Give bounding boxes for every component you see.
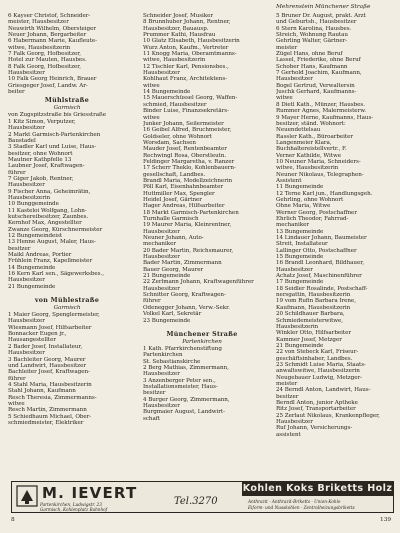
entry-line: Langenmeier Klara, (276, 139, 332, 146)
entry-line: Buchhaltereistellvertr., F. (276, 146, 347, 153)
ad-product-line-2: Eiform- und Nusskohlen - Zentralheizungsbriketts (248, 505, 355, 510)
header-street: Münchener Straße (315, 4, 371, 10)
entry-line: Goldseler, ohne Wohnort (143, 133, 212, 140)
entry-line: besitzer (8, 245, 31, 252)
entry-line: Bachleiter Josef, Kraftwagen- (8, 369, 90, 376)
entry-line: Hausbesitzerin (8, 194, 51, 201)
entry-line: 11 Knogg Maria, Oberamtmanns- (143, 51, 237, 58)
entry-line: Hotel zur Mauten, Hausbes. (8, 57, 87, 64)
entry-line: Hausbesitzer (143, 228, 180, 235)
entry-line: Hausbesitzer (8, 277, 45, 284)
entry-line: 1 Kitz Simon, Verputzer, (8, 118, 76, 125)
entry-line: 9 Fischer Anna, Geheimrätin, (8, 188, 91, 195)
entry-line: Odenegger Johann, Verw.-Sekr. (143, 304, 230, 311)
ad-address-2: Garmisch, Kohlenplatz Bahnhof (40, 507, 108, 512)
entry-line: 19 Maurer Maria, Kleinrentner, (143, 222, 232, 229)
entry-line: kutschereibesitzer, Zaunbes. (8, 213, 89, 220)
entry-line: Resch Martin, Zimmermann (8, 407, 87, 414)
ad-left-panel (12, 482, 242, 512)
entry-line: besitzer, ständ. Wohnort: (276, 120, 346, 127)
entry-line: mechaniker (143, 241, 176, 248)
entry-line: 21 Bungemeinde (8, 283, 56, 290)
entry-line: 10 Falk Georg Heinrich, Brauer (8, 76, 97, 83)
entry-line: geschäftsinhaber, Landbes. (276, 355, 353, 362)
entry-line: Neugebauer Ludwig, Metzger- (276, 374, 362, 381)
entry-line: Streich, Wohnung Rautau (276, 32, 348, 39)
entry-line: Hausbesitzer (8, 182, 45, 189)
entry-line: Zwanze Georg, Kürschnermeister (8, 226, 103, 233)
entry-line: 14 Bungemeinde (8, 264, 56, 271)
entry-line: witwe (276, 95, 293, 102)
entry-line: 2 Berg Mathias, Zimmermann, (143, 364, 229, 371)
entry-line: Huttmiller Max, Spengler (143, 190, 215, 197)
entry-line: Frühlein Franz, Kapellmeister (8, 258, 93, 265)
entry-line: Rassler Kath., Büroarbeiter (276, 133, 353, 140)
entry-list (8, 312, 126, 426)
entry-line: 21 Bungemeinde (143, 273, 191, 280)
entry-line: Laubner Josef, Kraftwagen- (8, 163, 85, 170)
entry-line: 4 Burger Georg, Zimmermann, (143, 396, 230, 403)
entry-line: 12 Bungemeindeist (8, 233, 63, 239)
entry-line: witwe (143, 114, 160, 121)
entry-line: Pöll Karl, Eisenbahnbeamter (143, 184, 223, 191)
entry-line: 8 Falk Georg, Hofbesitzer, (8, 63, 81, 70)
entry-line: 1 Maier Georg, Spenglermeister, (8, 312, 100, 319)
entry-line: Mauder Josef, Rentenbeamter (143, 146, 227, 153)
entry-line: 17 Scherr Theklo, Kohlenbauern- (143, 165, 236, 172)
entry-line: Bauer Georg, Maurer (143, 266, 204, 273)
entry-line: 7 Gerhold Joachim, Kaufmann, (276, 70, 362, 77)
entry-line: 8 Brunnhuber Johann, Rentner, (143, 19, 231, 26)
entry-line: Binder Luise, Finanzsekretärs- (143, 108, 229, 115)
entry-line: Hager Andreas, Hilfsarbeiter (143, 203, 225, 210)
entry-line: Wiesmann Josef, Hilfsarbeiter (8, 324, 92, 331)
ad-telephone: Tel.3270 (174, 496, 218, 507)
entry-line: 7 Falk Georg, Hofbesitzer, (8, 51, 81, 58)
column-left (8, 13, 126, 426)
entry-line: Baustadel (8, 137, 36, 144)
entry-line: 6 Stern Karolina, Hausbes. (276, 25, 352, 32)
entry-line: führer (8, 375, 26, 382)
entry-line: 16 Kern Karl sen., Sägewerksbes., (8, 271, 104, 278)
entry-line: Neuendettelsau (276, 127, 321, 134)
entry-line: 10 Neuner Maria, Schneiders- (276, 158, 361, 165)
entry-list (8, 112, 126, 290)
entry-line: Hausbesitzer (143, 402, 180, 409)
entry-line: Wurz Anton, Kaufm., Vertreter (143, 44, 229, 51)
entry-line: Bogel Gertrud, Verwaltersin (276, 82, 355, 89)
section-subheading: Garmisch (53, 105, 81, 112)
entry-line: 15 Bungemeinde (276, 254, 324, 261)
entry-line: 14 Lindauer Johann, Baumeister (276, 235, 367, 242)
entry-line: 3 Anzenberger Peter sen., (143, 377, 216, 384)
entry-line: schaft (143, 415, 160, 422)
entry-line: Ehrlich Theodor, Fahrrad- (276, 216, 349, 222)
entry-line: 16 Geibel Alfred, Bruchmeister, (143, 127, 232, 134)
entry-line: Mautner Kathpfelle 13 (8, 156, 72, 163)
entry-line: 2 Markt Garmisch-Partenkirchen (8, 131, 101, 138)
entry-line: 24 Berndl Anton, Landwirt, Haus- (276, 387, 371, 394)
entry-line: 13 Bungemeinde (276, 228, 324, 235)
page-number-left: 8 (11, 517, 15, 523)
entry-line: St. Sebastianskirche (143, 358, 201, 365)
entry-line: Feldinger Margaretha, v. Ranzer (143, 158, 235, 165)
entry-line: 5 Schiedhaum Michael, Ober- (8, 413, 92, 420)
entry-line: Zügel Hans, ohne Beruf (276, 51, 343, 58)
entry-line: Burgmaier August, Landwirt- (143, 409, 225, 416)
entry-line: Gehrling Walter, Gärtner- (276, 38, 348, 45)
entry-line: Neuer Johann, Bergarbeiter (8, 32, 87, 39)
entry-line: Neuner Johann, Auto- (143, 235, 204, 242)
entry-line: witwe (8, 400, 25, 407)
entry-line: mechaniker (276, 222, 309, 229)
entry-line: Resch Theresia, Zimmermanns- (8, 394, 97, 401)
entry-line: Hausbesitzer (143, 285, 180, 292)
entry-line: meister (276, 380, 298, 387)
entry-line: 18 Markt Garmisch-Partenkirchen (143, 209, 239, 216)
entry-line: 10 Glatz Elisabeth, Hausbesitzerin (143, 38, 240, 45)
entry-line: 6 Habermann Marie, Kaufleute- (8, 38, 98, 45)
entry-line: Hausbesitzer (8, 70, 45, 77)
entry-line: 11 Bungemeinde (276, 184, 324, 191)
entry-line: 16 Brandl Leonhard, Bildhauer, (276, 260, 364, 267)
entry-line: Kaufmann, Hausbesitzerin (276, 304, 351, 311)
entry-line: meister (276, 44, 298, 51)
ad-product-line-1: Anthrazit - Anthrazit-Briketts - Union-Kohle (248, 499, 341, 504)
entry-line: witwe (143, 82, 160, 89)
entry-line: meister, Hausbesitzer (8, 19, 69, 26)
header-place: Mehrenstein (276, 4, 314, 10)
entry-line: Hausbesitzer (143, 371, 180, 378)
entry-line: 2 Bader Josef, Installateur, (8, 343, 83, 350)
entry-line: 12 Tischler Karl, Pensionsbes., (143, 63, 229, 70)
entry-line: 17 Bungemeinde (276, 279, 324, 286)
entry-line: 11 Kasteloi Wolfgang, Lohn- (8, 207, 87, 214)
entry-line: Assistent (276, 177, 302, 184)
entry-line: nersgattin, Hausbesitzerin (276, 292, 351, 299)
entry-line: witwe, Hausbesitzerin (276, 165, 339, 172)
entry-line: besitzer (276, 393, 299, 400)
entry-line: 6 Kayser Christof, Schneider- (8, 13, 91, 19)
entry-line: witwe, Hausbesitzerin (8, 44, 71, 51)
entry-list (143, 346, 261, 422)
entry-line: beiter (8, 89, 25, 96)
entry-line: Neuner Nikolaus, Telegraphen- (276, 171, 364, 178)
entry-line: schmiedmeister, Elektriker (8, 419, 84, 426)
entry-line: Junker Johann, Seilermeister (143, 120, 224, 127)
entry-line: 4 Stahl Maria, Hausbesitzerin (8, 381, 92, 388)
entry-line: Partenkirchen (143, 352, 183, 359)
column-right (276, 13, 394, 438)
entry-line: Juschk Gerhard, Kaufmanns- (276, 89, 357, 96)
ad-banner: Kohlen Koks Briketts Holz (242, 483, 393, 494)
entry-line: 13 Henne August, Maler, Haus- (8, 239, 96, 246)
entry-line: Hausbesitzer (276, 266, 313, 273)
entry-line: Hausangestellter (8, 337, 56, 344)
entry-line: 10 Bunggemeinde (8, 201, 59, 208)
section-subheading: Partenkirchen (182, 338, 222, 345)
entry-line: Berndl Anton, junior Aptheke (276, 399, 358, 406)
entry-line: Hausbesitzer (276, 419, 313, 425)
entry-line: Winkler Otto, Hilfsarbeiter (276, 330, 351, 337)
entry-line: 12 Terne Karl jun., Handlungsgeh. (276, 190, 373, 197)
entry-line: 20 Schildhauer Barbara, (276, 311, 345, 318)
entry-line: Werner Georg, Postschaffner (276, 209, 357, 216)
entry-line: Verner Kathilde, Witwe (276, 152, 341, 159)
entry-line: Bader Martin, Zimmermann (143, 260, 222, 267)
entry-list (8, 13, 126, 95)
entry-line: Brandl Maria, Modellzeichnerin (143, 177, 233, 184)
section-heading: von Mühlestraße (34, 297, 100, 305)
ad-address-1: Partenkirchen, Ludwigstr. 23 (40, 502, 102, 507)
page-number-right: 139 (380, 517, 392, 523)
entry-line: Schnitter Georg, Kraftwagen- (143, 292, 226, 299)
entry-line: Hausbesitzer (276, 76, 313, 83)
section-subheading: Garmisch (53, 305, 81, 312)
entry-line: Kohlhaut Franz, Architektens- (143, 76, 228, 83)
entry-line: Hausbesitzer (8, 318, 45, 325)
entry-line: Lallinger Otto, Postschaffner (276, 247, 357, 254)
entry-line: besitzer, ohne Wohnort (8, 150, 73, 157)
entry-line: 25 Zerlaut Nikolaus, Krankenpfleger, (276, 412, 380, 419)
entry-line: 3 Bachleiter Georg, Maurer (8, 356, 86, 363)
entry-line: Turnhalle Garmisch (143, 216, 199, 222)
section-heading: Mühlstraße (44, 97, 90, 105)
entry-line: und Geburtsh., Hausbesitzer (276, 19, 357, 26)
entry-line: Schober Hans, Kaufmann (276, 63, 348, 70)
entry-line: führer (143, 298, 161, 305)
entry-line: Schmiedemeisterwitwe, (276, 317, 344, 324)
entry-line: Lassel, Friederike, ohne Beruf (276, 57, 361, 64)
entry-line: 1 Kath. Pfarrkirchenstiftung (143, 345, 222, 352)
entry-line: Kernhof Max, Angestellter (8, 220, 82, 227)
hammer-mark-icon (16, 485, 38, 507)
entry-line: Schneider Josef, Musiker (143, 13, 213, 19)
entry-line: Installationsmeister, Haus- (143, 383, 218, 390)
entry-line: Kammer Josef, Metzger (276, 336, 342, 343)
entry-line: führer (8, 169, 26, 176)
entry-line: Neuwirth Wilhelm, Obersteiger (8, 25, 96, 32)
entry-list (143, 13, 261, 324)
entry-line: gesellschaft, Landbes. (143, 171, 206, 178)
entry-line: Hausbesitzer (143, 254, 180, 261)
entry-line: witwe, Hausbesitzerin (143, 57, 206, 64)
entry-line: assistent (276, 431, 301, 438)
entry-line: 15 Mauerschüssel Georg, Waffen- (143, 95, 238, 102)
entry-line: und Landwirt, Hausbesitzer (8, 362, 86, 369)
entry-line: Bonnacker Eugen jr., (8, 331, 67, 338)
entry-line: 22 von Stebeck Karl, Friseur- (276, 349, 359, 356)
entry-line: 5 Bruner Dr. August, prakt. Arzt (276, 13, 366, 19)
entry-line: besitzer (143, 390, 166, 397)
entry-line: Hausbesitzer (143, 70, 180, 77)
entry-line: anwaltswitwe, Hausbesitzerin (276, 368, 360, 375)
entry-line: 23 Schmidt Luise Maria, Staats- (276, 361, 366, 368)
entry-line: Stahl Johann, Kaufmann (8, 388, 76, 395)
advertisement-box (11, 481, 394, 513)
entry-line: Griesgeger Josef, Landw. Ar- (8, 82, 88, 89)
entry-line: Ohne Maria, Witwe (276, 203, 331, 210)
entry-line: Ruf Johann, Versicherungs- (276, 425, 353, 432)
entry-line: 19 vom Rufin Barbara Irene, (276, 298, 356, 305)
entry-line: 14 Bungemeinde (143, 89, 191, 96)
entry-line: Streit, Installateur (276, 241, 328, 248)
entry-line: Hausbesitzer (8, 125, 45, 132)
entry-line: Volkel Karl, Sekretär (143, 311, 202, 318)
entry-line: 22 Zerlmann Johann, Kraftwagenführer (143, 279, 254, 286)
section-heading: Münchener Straße (166, 330, 238, 338)
entry-line: Rechwingl Rosa, Oberstleutn. (143, 152, 227, 159)
ad-company-name: M. IEVERT (42, 484, 138, 502)
entry-line: Maikl Andreas, Portier (8, 252, 72, 259)
entry-line: 20 Bader Martin, Reichsmaurer, (143, 247, 234, 254)
entry-line: Ritz Josef, Transportarbeiter (276, 406, 356, 413)
entry-line: Gehrling, ohne Wohnort (276, 196, 344, 203)
entry-line: Worsdam, Sachsen (143, 139, 196, 146)
entry-line: von Zugspitzstraße bis Griesstraße (8, 112, 106, 119)
entry-line: 18 Seidler Rosalinde, Postschaff- (276, 285, 368, 292)
entry-line: Hausbesitzerin (276, 323, 319, 330)
entry-line: 9 Mayer Herne, Kaufmanns, Haus- (276, 114, 374, 121)
entry-line: 7 Giger Jakob, Rentner, (8, 175, 74, 182)
entry-line: Prummer Kathi, Hausfrau (143, 32, 216, 39)
entry-line: Achatz Josef, Maschinenführer (276, 273, 362, 280)
entry-line: Hausbesitzer (8, 350, 45, 357)
entry-line: Heidel Josef, Gärtner (143, 196, 202, 203)
entry-line: 21 Bungemeinde (276, 342, 324, 349)
entry-line: Hausbesitzer, Bauausp. (143, 25, 209, 32)
column-middle (143, 13, 261, 422)
entry-line: 8 Dietl Kath., Münzer, Hausbes. (276, 101, 365, 108)
entry-line: Rummer Agnes, Malermeisterw. (276, 108, 366, 115)
entry-line: 23 Bungemeinde (143, 317, 191, 324)
entry-list (276, 13, 394, 438)
entry-line: 3 Stadler Karl und Luise, Haus- (8, 144, 97, 151)
entry-line: schmied, Hausbesitzer (143, 101, 207, 108)
